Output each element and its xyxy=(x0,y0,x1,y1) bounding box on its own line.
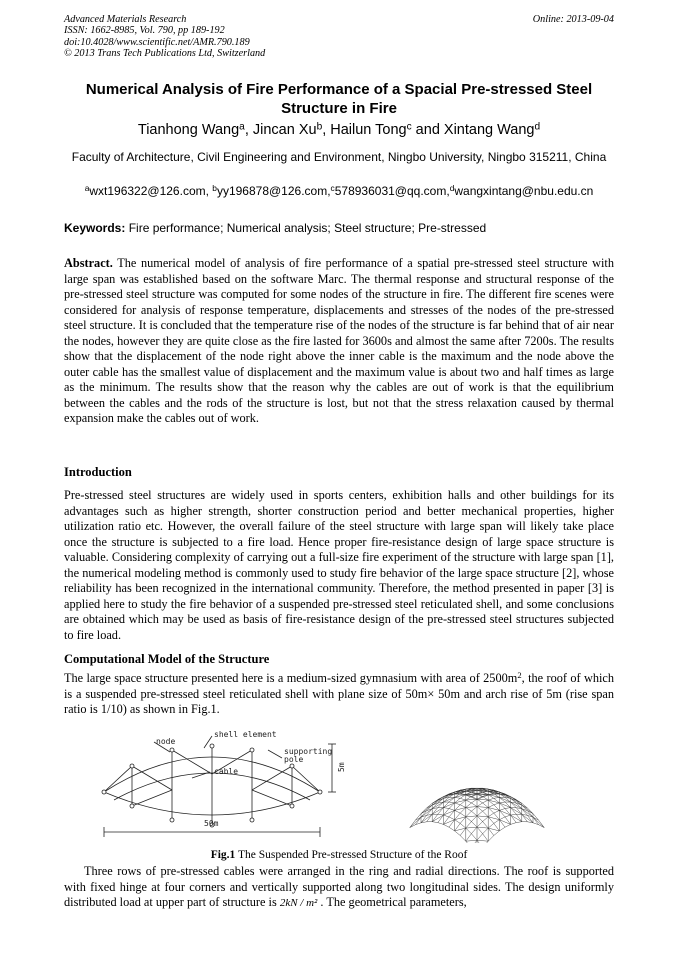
author-name: Xintang Wang xyxy=(443,122,535,138)
email-address: 578936031@qq.com xyxy=(334,184,447,198)
shell-member xyxy=(466,840,477,841)
label-rise: 5m xyxy=(337,762,346,772)
email-address: wxt196322@126.com xyxy=(89,184,206,198)
shell-member xyxy=(466,834,472,842)
shell-member xyxy=(483,803,489,808)
body-paragraph xyxy=(64,864,614,912)
paper-title: Numerical Analysis of Fire Performance of a Spacial Pre-stressed Steel Structure in Fire xyxy=(85,81,593,117)
shell-member xyxy=(410,820,416,828)
author-sup: c xyxy=(406,121,412,133)
shell-member xyxy=(511,808,517,815)
author-sup: b xyxy=(316,121,323,133)
shell-member xyxy=(438,815,444,823)
paragraph-text: Three rows of pre-stressed cables were arranged in the ring and radial directions. The roof is supported with fixed hinge at four corners and vertically supported along two longitudinal sides. The design uniformly distributed load at upper part of structure is xyxy=(64,864,614,909)
abstract-text: The numerical model of analysis of fire performance of a spatial pre-stressed steel structure with large span was established based on the software Marc. The thermal response and structural response of the pre-stressed steel structure was computed for some nodes of the structure in fire. The different fire scenes were considered for analysis of response temperature, displacements and stresses of the nodes of the pre-stressed steel structure. It is concluded that the temperature rise of the nodes of the structure is far behind that of air near the nodes, however they are quite close as the fire lasted for 3600s and almost the same after 7200s. The results show that the displacement of the node right above the inner cable is the maximum and the node above the outer cable has the smallest value of displacement and the maximum value is about two and half times as large as the minimum. The results show that the reason why the cables are out of work is that the equilibrium between the cables and the rods of the structure is lost, but not that the stress relaxation caused by thermal expansion make the cables out of work. xyxy=(64,256,614,425)
shell-member xyxy=(499,802,505,803)
shell-member xyxy=(466,822,472,829)
shell-member xyxy=(460,836,466,842)
shell-member xyxy=(511,814,517,815)
shell-member xyxy=(477,827,483,834)
email-address: wangxintang@nbu.edu.cn xyxy=(454,184,594,198)
shell-member xyxy=(421,811,427,814)
shell-member xyxy=(477,811,483,816)
figure-caption xyxy=(64,848,614,862)
shell-member xyxy=(432,815,443,822)
shell-member xyxy=(483,834,489,842)
email-sup: d xyxy=(449,183,455,194)
shell-member xyxy=(499,817,505,820)
email-address: yy196878@126.com xyxy=(216,184,328,198)
label-cable: cable xyxy=(214,767,239,776)
shell-member xyxy=(460,805,466,808)
computational-text xyxy=(64,671,614,718)
email-sup: c xyxy=(330,183,335,194)
author-name: Tianhong Wang xyxy=(137,122,240,138)
journal-copyright: © 2013 Trans Tech Publications Ltd, Switzerland xyxy=(64,47,266,59)
shell-member xyxy=(471,827,477,834)
shell-member xyxy=(466,827,477,828)
shell-member xyxy=(443,815,449,817)
email-sup: a xyxy=(84,183,90,194)
shell-member xyxy=(516,822,522,823)
shell-member xyxy=(455,831,461,836)
label-supporting: supporting xyxy=(284,747,333,756)
shell-member xyxy=(438,814,444,815)
shell-member xyxy=(499,803,505,809)
paragraph-text: . The geometrical parameters, xyxy=(317,895,467,909)
shell-member xyxy=(443,824,449,827)
shell-member xyxy=(533,817,544,827)
shell-member xyxy=(511,815,517,823)
shell-member xyxy=(438,823,444,825)
introduction-text: Pre-stressed steel structures are widely used in sports centers, exhibition halls and other buildings for its advantages such as higher strength, shorter construction period and better mechanical properties, higher utilization ratio etc. However, the overall failure of the steel structure with large span will likely take place once the structure is subjected to a fire load. Hence proper fire-resistance design of large space structure is valuable. Considering complexity of carrying out a full-size fire experiment of the structure with large span [1], the numerical modeling method is commonly used to study fire behavior of the large space structure [2], whose reliability has been recognized in the international community. Therefore, the method presented in paper [3] is applied here to study the fire behavior of a suspended pre-stressed steel reticulated shell, and some conclusions are obtained which may be used as basis of fire-resistance design of the pre-stressed steel structures subjected to fire load. xyxy=(64,488,614,642)
shell-member xyxy=(494,797,500,798)
label-node: node xyxy=(156,737,176,746)
shell-member xyxy=(455,813,461,820)
computational-text-part: The large space structure presented here is a medium-sized gymnasium with area of 2500m xyxy=(64,671,518,685)
shell-member xyxy=(466,828,472,834)
shell-member xyxy=(455,810,461,813)
shell-member xyxy=(455,795,466,798)
shell-member xyxy=(449,803,455,809)
shell-member xyxy=(443,810,454,815)
shell-member xyxy=(499,810,510,815)
shell-member xyxy=(449,797,455,802)
shell-member xyxy=(449,809,455,811)
shell-member xyxy=(466,816,477,817)
figure-1 xyxy=(92,728,592,843)
computational-text-part: , the roof of which is a suspended pre-stressed steel reticulated shell with plane size of 50m× 50m and arch rise of 5m (rise span ratio is 1/10) as shown in Fig.1. xyxy=(64,671,614,716)
shell-member xyxy=(455,803,461,805)
shell-member xyxy=(432,814,438,822)
shell-member xyxy=(483,811,489,817)
keywords-label: Keywords: xyxy=(64,221,126,235)
shell-member xyxy=(494,803,500,805)
shell-member xyxy=(443,802,449,808)
label-pole: pole xyxy=(284,755,304,764)
shell-member xyxy=(505,808,511,809)
shell-member xyxy=(499,809,505,811)
shell-member xyxy=(443,808,449,809)
shell-member xyxy=(477,827,488,828)
shell-member xyxy=(488,817,494,824)
author-list xyxy=(60,121,618,139)
author-separator: , xyxy=(244,122,253,138)
shell-member xyxy=(471,803,477,807)
load-formula: 2kN / m² xyxy=(279,897,318,909)
shell-member xyxy=(466,817,472,822)
shell-member xyxy=(505,815,511,817)
caption-text: The Suspended Pre-stressed Structure of the Roof xyxy=(237,849,468,861)
affiliation: Faculty of Architecture, Civil Engineering and Environment, Ningbo University, Ningbo 315211, China xyxy=(71,150,607,164)
shell-member xyxy=(415,814,421,821)
shell-member xyxy=(483,828,489,834)
author-name: Jincan Xu xyxy=(252,122,317,138)
shell-member xyxy=(505,824,511,827)
shell-member xyxy=(477,822,483,828)
journal-name: Advanced Materials Research xyxy=(64,14,187,25)
author-name: Hailun Tong xyxy=(330,122,407,138)
abstract-label: Abstract. xyxy=(64,256,113,270)
shell-member xyxy=(466,808,472,812)
shell-member xyxy=(477,816,488,817)
shell-member xyxy=(533,814,539,821)
shell-member xyxy=(443,803,454,808)
introduction-heading: Introduction xyxy=(64,465,132,479)
shell-member xyxy=(477,840,488,841)
author-sup: d xyxy=(534,121,541,133)
shell-member xyxy=(455,817,466,820)
shell-member xyxy=(483,800,489,803)
shell-member xyxy=(488,798,494,800)
shell-member xyxy=(483,808,489,812)
shell-member xyxy=(511,815,522,822)
shell-member xyxy=(471,822,477,828)
caption-label: Fig.1 xyxy=(210,849,236,861)
shell-member xyxy=(449,817,455,820)
area-unit-sup: 2 xyxy=(517,670,522,681)
shell-member xyxy=(471,807,477,812)
shell-member xyxy=(438,808,444,815)
shell-member xyxy=(488,836,494,842)
shell-member xyxy=(488,795,499,798)
shell-member xyxy=(499,797,505,802)
shell-member xyxy=(466,800,472,803)
shell-member xyxy=(527,811,533,814)
shell-member xyxy=(410,817,421,827)
shell-member xyxy=(466,807,477,808)
abstract xyxy=(64,256,614,427)
keywords-text: Fire performance; Numerical analysis; Steel structure; Pre-stressed xyxy=(128,221,487,235)
label-shell-element: shell element xyxy=(214,730,277,739)
shell-member xyxy=(477,807,483,812)
shell-member xyxy=(494,820,500,824)
shell-member xyxy=(539,820,545,828)
label-span: 50m xyxy=(204,819,219,828)
shell-member xyxy=(449,802,455,803)
shell-member xyxy=(432,822,438,823)
shell-member xyxy=(516,814,522,822)
shell-member xyxy=(494,831,500,836)
shell-member xyxy=(488,823,494,828)
shell-member xyxy=(460,817,466,824)
shell-member xyxy=(488,817,499,820)
email-list: $^a$wxt196322@126.com, $^b$yy196878@126.com,$^c$578936031@qq.com,$^d$wangxintang@nbu.edu.cn xyxy=(84,183,594,198)
author-separator: , xyxy=(322,122,331,138)
journal-issn: ISSN: 1662-8985, Vol. 790, pp 189-192 xyxy=(64,25,225,37)
journal-header xyxy=(64,14,424,59)
shell-member xyxy=(466,803,472,808)
shell-member xyxy=(477,834,483,841)
shell-member xyxy=(483,841,489,843)
shell-member xyxy=(460,823,466,828)
shell-member xyxy=(471,816,477,822)
author-sup: a xyxy=(239,121,245,133)
computational-heading: Computational Model of the Structure xyxy=(64,652,270,666)
shell-member xyxy=(466,841,472,843)
online-date: Online: 2013-09-04 xyxy=(532,14,614,25)
shell-member xyxy=(483,822,489,829)
shell-member xyxy=(477,803,483,807)
shell-member xyxy=(477,807,488,808)
shell-member xyxy=(477,816,483,822)
shell-member xyxy=(511,823,517,825)
shell-member xyxy=(460,798,466,800)
shell-member xyxy=(483,817,489,822)
shell-member xyxy=(455,820,461,824)
shell-member xyxy=(488,805,494,808)
email-sup: b xyxy=(212,183,217,194)
shell-member xyxy=(471,834,477,841)
shell-member xyxy=(460,813,466,817)
shell-member xyxy=(466,811,472,817)
shell-member xyxy=(499,827,505,831)
shell-member xyxy=(505,802,511,808)
shell-member xyxy=(494,813,500,820)
author-and: and xyxy=(411,122,444,138)
shell-member xyxy=(488,813,494,817)
keywords xyxy=(64,221,614,236)
shell-member xyxy=(449,827,455,831)
shell-member xyxy=(499,803,510,808)
shell-member xyxy=(471,811,477,816)
shell-member xyxy=(455,797,461,798)
shell-member xyxy=(494,810,500,813)
shell-3d-view xyxy=(410,788,544,843)
journal-doi: doi:10.4028/www.scientific.net/AMR.790.189 xyxy=(64,36,250,48)
